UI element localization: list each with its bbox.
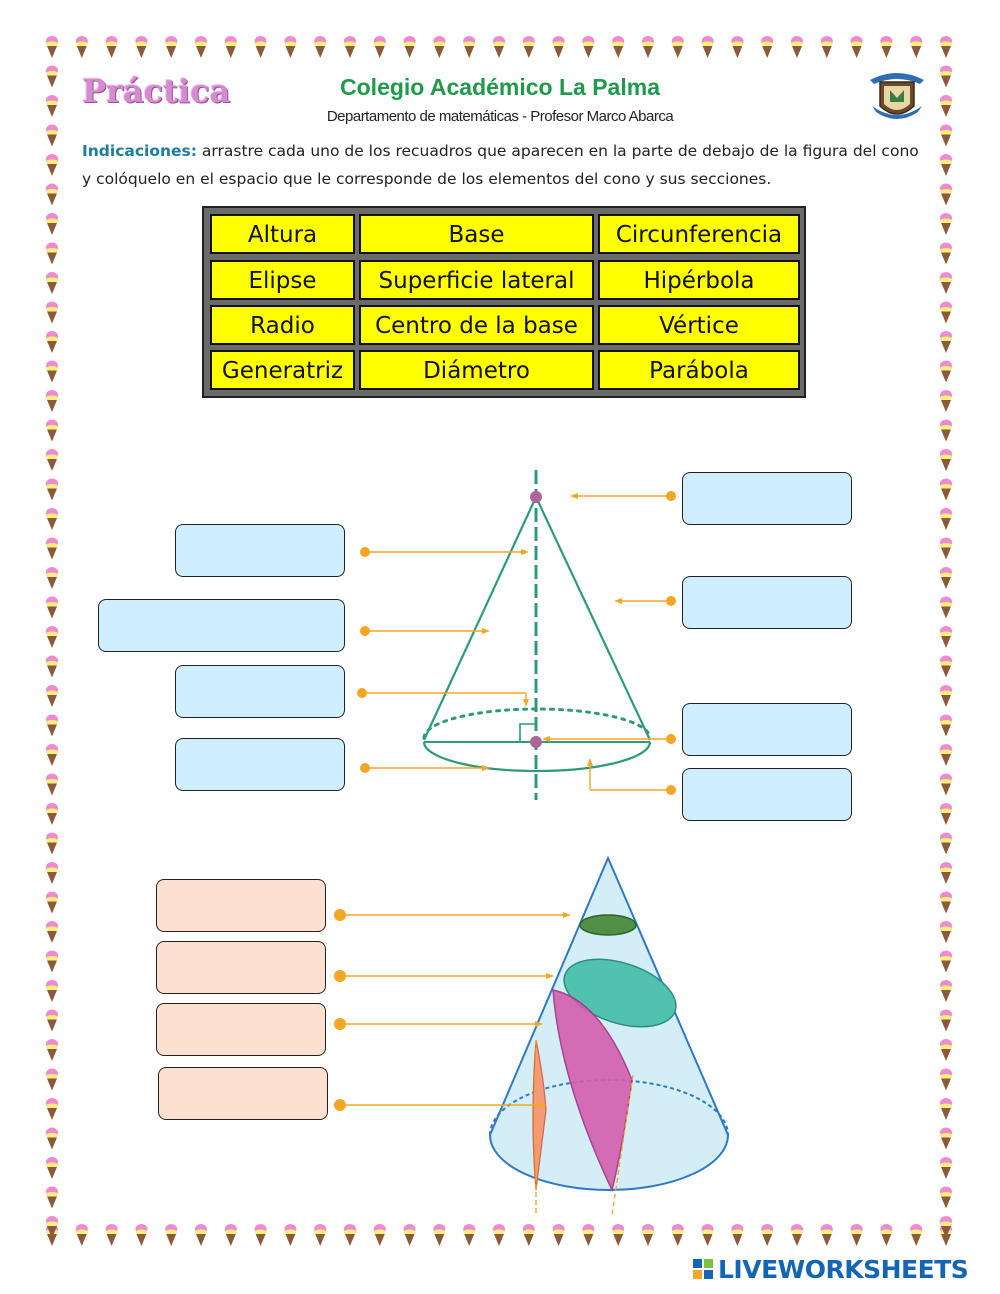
word-tile[interactable]: Hipérbola	[598, 260, 800, 300]
word-tile[interactable]: Generatriz	[210, 350, 355, 390]
department-subtitle: Departamento de matemáticas - Profesor Marco Abarca	[326, 108, 674, 125]
vertex-point	[530, 491, 542, 503]
word-tile[interactable]: Centro de la base	[359, 305, 594, 345]
word-tile[interactable]: Base	[359, 214, 594, 254]
drop-zone-radius[interactable]	[175, 665, 345, 718]
cone-right-generatrix	[536, 497, 650, 740]
word-tile[interactable]: Superficie lateral	[359, 260, 594, 300]
word-tile[interactable]: Circunferencia	[598, 214, 800, 254]
drop-zone-generatrix[interactable]	[682, 576, 852, 629]
liveworksheets-logo	[692, 1254, 968, 1284]
drop-zone-lateral-surface[interactable]	[98, 599, 345, 652]
school-title: Colegio Académico La Palma	[340, 74, 660, 100]
liveworksheets-mark-icon	[692, 1258, 714, 1280]
practica-badge: Práctica	[82, 72, 231, 110]
drop-zone-vertex[interactable]	[682, 472, 852, 525]
circle-section	[580, 915, 636, 935]
drop-zone-section-hyperbola[interactable]	[158, 1067, 328, 1120]
conic-sections-figure	[334, 858, 728, 1215]
drop-zone-base-center[interactable]	[682, 703, 852, 756]
drop-zone-base[interactable]	[175, 738, 345, 791]
drop-zone-diameter[interactable]	[682, 768, 852, 821]
drop-zone-section-circle[interactable]	[156, 879, 326, 932]
drop-zone-section-parabola[interactable]	[156, 1003, 326, 1056]
word-tile[interactable]: Vértice	[598, 305, 800, 345]
cone-elements-figure	[357, 470, 676, 800]
word-tile[interactable]: Elipse	[210, 260, 355, 300]
drop-zone-axis[interactable]	[175, 524, 345, 577]
liveworksheets-brand: LIVEWORKSHEETS	[718, 1254, 969, 1284]
instructions-text: arrastre cada uno de los recuadros que aparecen en la parte de debajo de la figura del cono y colóquelo en el espacio que le corresponde de los elementos del cono y sus secciones.	[82, 142, 919, 188]
instructions-lead: Indicaciones:	[82, 142, 197, 160]
word-tile[interactable]: Diámetro	[359, 350, 594, 390]
word-tile[interactable]: Altura	[210, 214, 355, 254]
word-tile[interactable]: Radio	[210, 305, 355, 345]
drop-zone-section-ellipse[interactable]	[156, 941, 326, 994]
word-tile[interactable]: Parábola	[598, 350, 800, 390]
cone-left-generatrix	[424, 497, 536, 740]
base-center-point	[530, 736, 542, 748]
